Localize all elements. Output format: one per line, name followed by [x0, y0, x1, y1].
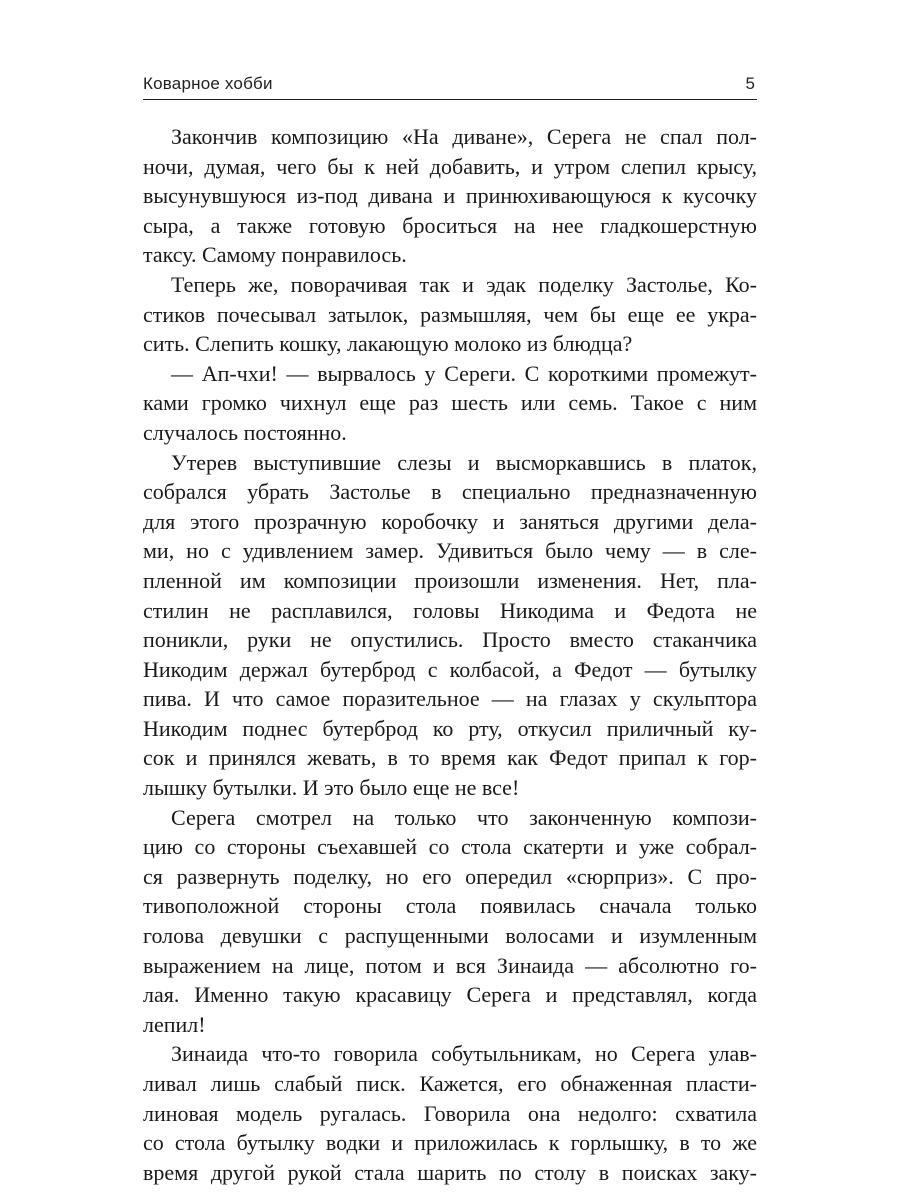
- text-line: Никодим поднес бутерброд ко рту, откусил приличный ку-: [143, 715, 757, 741]
- text-line: лая. Именно такую красавицу Серега и представлял, когда: [143, 982, 757, 1008]
- text-line: Зинаида что-то говорила собутыльникам, но Серега улав-: [171, 1041, 757, 1067]
- text-line: Серега смотрел на только что законченную компози-: [171, 804, 757, 830]
- text-line: Закончив композицию «На диване», Серега не спал пол-: [171, 124, 757, 149]
- page-number: 5: [745, 74, 755, 93]
- text-line: лышку бутылки. И это было еще не все!: [143, 775, 520, 801]
- text-line: Теперь же, поворачивая так и эдак поделку Застолье, Ко-: [171, 271, 757, 297]
- text-line: цию со стороны съехавшей со стола скатерти и уже собрал-: [143, 834, 757, 860]
- running-title: Коварное хобби: [143, 74, 273, 93]
- text-line: — Ап-чхи! — вырвалось у Сереги. С короткими промежут-: [171, 360, 757, 386]
- text-line: пленной им композиции произошли изменения. Нет, пла-: [143, 567, 757, 593]
- book-page: [143, 68, 757, 1187]
- paragraph: [143, 270, 757, 359]
- text-line: таксу. Самому понравилось.: [143, 242, 407, 268]
- text-line: поникли, руки не опустились. Просто вместо стаканчика: [143, 627, 757, 653]
- text-line: случалось постоянно.: [143, 419, 347, 445]
- body-text: [143, 122, 757, 1187]
- paragraph: [143, 803, 757, 1040]
- text-line: высунувшуюся из-под дивана и принюхивающуюся к кусочку: [143, 183, 757, 209]
- text-line: Утерев выступившие слезы и высморкавшись в платок,: [171, 449, 757, 475]
- paragraph: [143, 122, 757, 270]
- text-line: ми, но с удивлением замер. Удивиться было чему — в сле-: [143, 538, 757, 564]
- text-line: ливал лишь слабый писк. Кажется, его обнаженная пласти-: [143, 1071, 757, 1096]
- text-line: тивоположной стороны стола появилась сначала только: [143, 893, 757, 919]
- running-head: [143, 68, 757, 100]
- text-line: голова девушки с распущенными волосами и изумленным: [143, 923, 757, 949]
- text-line: для этого прозрачную коробочку и заняться другими дела-: [143, 508, 757, 534]
- text-line: стиков почесывал затылок, размышляя, чем бы еще ее укра-: [143, 301, 757, 327]
- text-line: сыра, а также готовую броситься на нее гладкошерстную: [143, 212, 757, 238]
- text-line: ся развернуть поделку, но его опередил «сюрприз». С про-: [143, 863, 757, 889]
- text-line: ночи, думая, чего бы к ней добавить, и утром слепил крысу,: [143, 153, 757, 179]
- text-line: выражением на лице, потом и вся Зинаида — абсолютно го-: [143, 952, 757, 978]
- text-line: сить. Слепить кошку, лакающую молоко из блюдца?: [143, 331, 633, 357]
- text-line: ками громко чихнул еще раз шесть или семь. Такое с ним: [143, 390, 757, 416]
- text-line: пива. И что самое поразительное — на глазах у скульптора: [143, 686, 757, 712]
- paragraph: [143, 448, 757, 803]
- text-line: время другой рукой стала шарить по столу в поисках заку-: [143, 1159, 757, 1185]
- text-line: собрался убрать Застолье в специально предназначенную: [143, 479, 757, 505]
- text-line: Никодим держал бутерброд с колбасой, а Федот — бутылку: [143, 656, 757, 682]
- text-line: линовая модель ругалась. Говорила она недолго: схватила: [143, 1100, 757, 1126]
- text-line: сок и принялся жевать, в то время как Федот припал к гор-: [143, 745, 757, 771]
- paragraph: [143, 1039, 757, 1187]
- text-line: со стола бутылку водки и приложилась к горлышку, в то же: [143, 1130, 757, 1156]
- text-line: стилин не расплавился, головы Никодима и Федота не: [143, 597, 757, 623]
- text-line: лепил!: [143, 1011, 206, 1037]
- paragraph: [143, 359, 757, 448]
